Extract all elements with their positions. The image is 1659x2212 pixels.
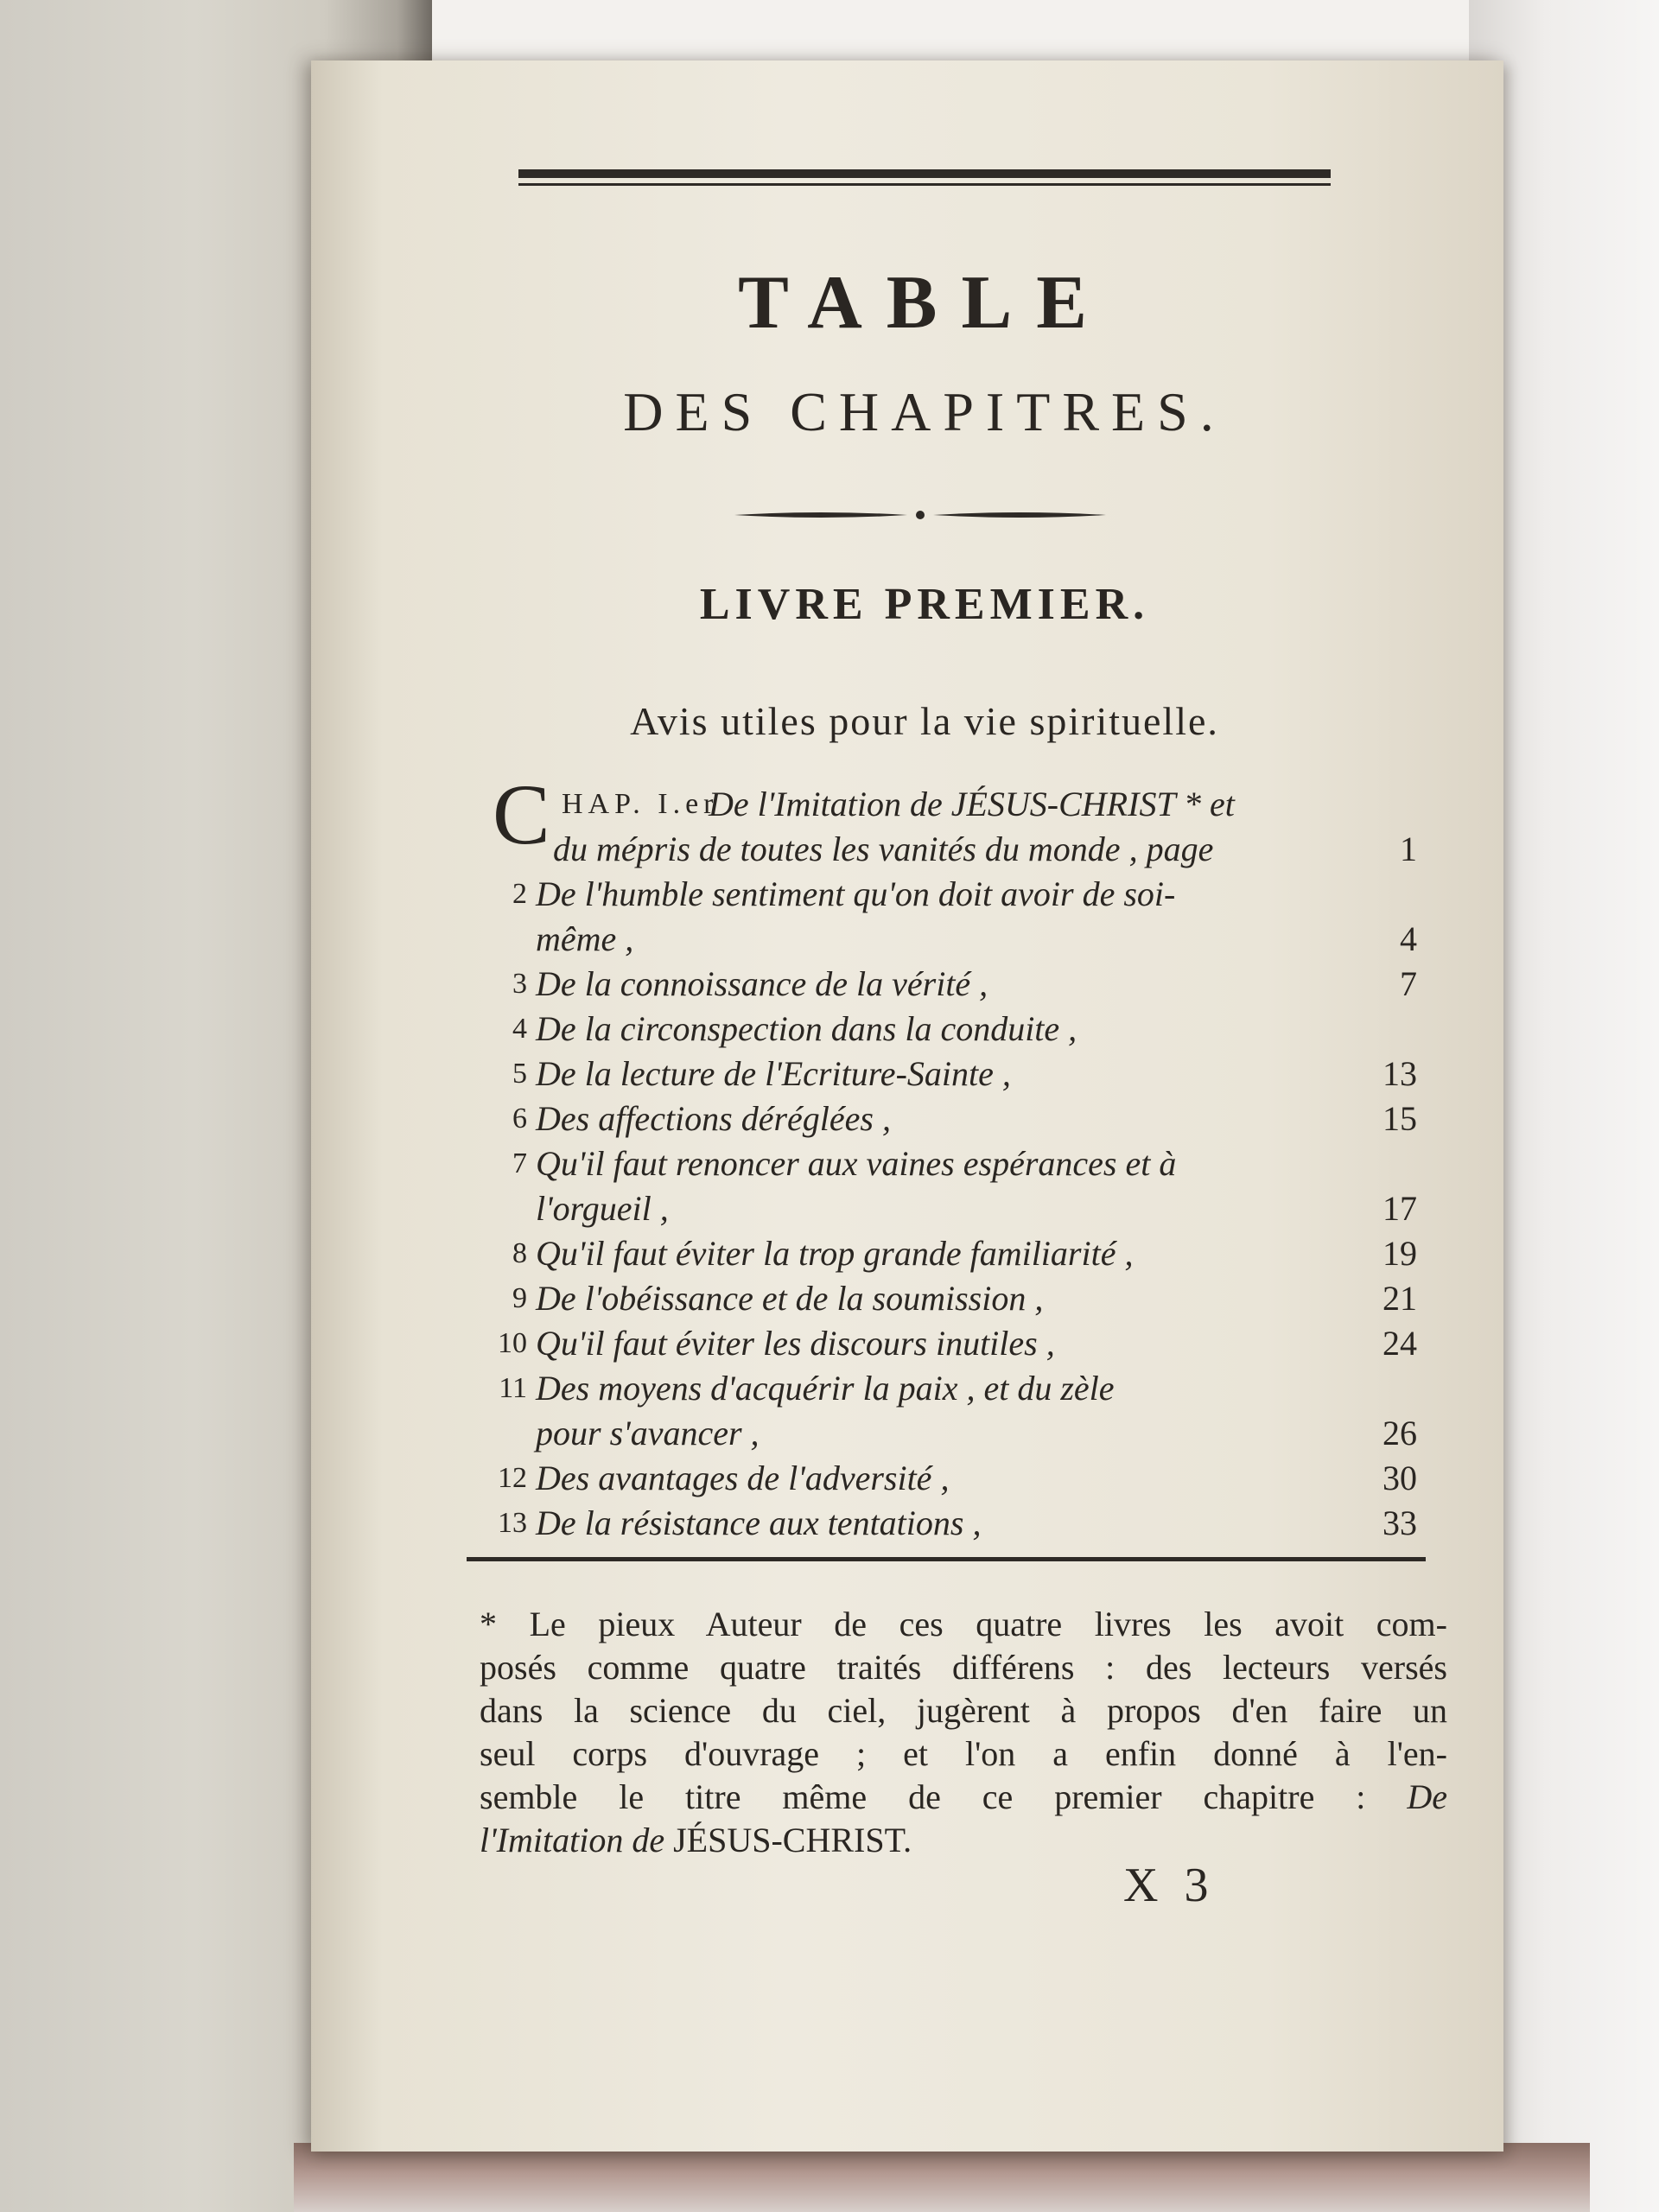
toc-number: 8 xyxy=(512,1237,527,1269)
toc-page: 21 xyxy=(1382,1279,1417,1318)
toc-title: De la circonspection dans la conduite , xyxy=(536,1009,1077,1048)
footnote-line-6 xyxy=(480,1819,1447,1862)
toc-number: 9 xyxy=(512,1282,527,1314)
top-thick-rule xyxy=(518,169,1331,178)
toc-title: l'orgueil , xyxy=(536,1189,669,1228)
chapter-head: HAP. I.er xyxy=(562,788,719,820)
footnote-line-5 xyxy=(480,1776,1447,1819)
footnote-line: * Le pieux Auteur de ces quatre livres les avoit com- xyxy=(480,1605,1447,1643)
toc-title: Qu'il faut éviter les discours inutiles , xyxy=(536,1324,1055,1363)
toc-page: 4 xyxy=(1400,919,1417,958)
toc-title: du mépris de toutes les vanités du monde , page xyxy=(553,830,1214,868)
toc-title: même , xyxy=(536,919,634,958)
toc-entry-1-cont xyxy=(449,827,1434,872)
ornament-divider xyxy=(734,508,1106,522)
top-thin-rule xyxy=(518,183,1331,186)
toc-entry xyxy=(449,1366,1434,1411)
toc-number: 5 xyxy=(512,1058,527,1090)
footnote-line: seul corps d'ouvrage ; et l'on a enfin donné à l'en- xyxy=(480,1734,1447,1773)
toc-title: Des avantages de l'adversité , xyxy=(536,1459,950,1497)
toc-page: 24 xyxy=(1382,1324,1417,1363)
toc-entry xyxy=(449,1186,1434,1231)
toc-entry xyxy=(449,962,1434,1007)
footnote xyxy=(480,1603,1447,1862)
book-heading: LIVRE PREMIER. xyxy=(699,580,1150,629)
toc-entry xyxy=(449,1141,1434,1186)
toc-page: 15 xyxy=(1382,1099,1417,1138)
toc-page: 19 xyxy=(1382,1234,1417,1273)
toc-title: De l'obéissance et de la soumission , xyxy=(536,1279,1044,1318)
page-subtitle: DES CHAPITRES. xyxy=(623,381,1226,442)
toc-page: 7 xyxy=(1400,964,1417,1003)
footnote-name: JÉSUS-CHRIST. xyxy=(673,1821,912,1859)
footnote-text: semble le titre même de ce premier chapitre : xyxy=(480,1777,1366,1816)
toc-entry xyxy=(449,1007,1434,1052)
toc-number: 13 xyxy=(498,1507,527,1539)
page-title: TABLE xyxy=(738,261,1111,345)
drop-cap: C xyxy=(493,766,550,862)
toc-entry xyxy=(449,1096,1434,1141)
toc-entry xyxy=(449,1321,1434,1366)
toc-number: 6 xyxy=(512,1103,527,1135)
table-of-contents xyxy=(449,766,1434,1546)
toc-number: 10 xyxy=(498,1327,527,1359)
toc-title: pour s'avancer , xyxy=(536,1414,760,1452)
toc-entry xyxy=(449,1276,1434,1321)
toc-entry xyxy=(449,1052,1434,1096)
bleed-through-text xyxy=(130,171,318,1385)
toc-title: Des affections déréglées , xyxy=(536,1099,891,1138)
toc-title: De la résistance aux tentations , xyxy=(536,1503,982,1542)
page-edge xyxy=(294,2143,1590,2212)
toc-number: 3 xyxy=(512,968,527,1000)
toc-title: Qu'il faut renoncer aux vaines espérances et à xyxy=(536,1144,1177,1183)
toc-entry xyxy=(449,1411,1434,1456)
toc-title: Qu'il faut éviter la trop grande familiarité , xyxy=(536,1234,1134,1273)
footnote-line: dans la science du ciel, jugèrent à propos d'en faire un xyxy=(480,1691,1447,1730)
toc-title: De la connoissance de la vérité , xyxy=(536,964,988,1003)
footnote-italic: De xyxy=(1407,1777,1448,1816)
book-subheading: Avis utiles pour la vie spirituelle. xyxy=(630,699,1219,743)
toc-number: 12 xyxy=(498,1462,527,1494)
toc-entry xyxy=(449,917,1434,962)
footnote-italic: l'Imitation de xyxy=(480,1821,665,1859)
toc-page: 13 xyxy=(1382,1054,1417,1093)
footnote-line: posés comme quatre traités différens : des lecteurs versés xyxy=(480,1648,1447,1687)
toc-page: 1 xyxy=(1400,830,1417,868)
toc-page: 26 xyxy=(1382,1414,1417,1452)
toc-entry xyxy=(449,872,1434,917)
toc-number: 2 xyxy=(512,878,527,910)
toc-title: Des moyens d'acquérir la paix , et du zèle xyxy=(536,1369,1115,1408)
toc-page: 33 xyxy=(1382,1503,1417,1542)
toc-number: 7 xyxy=(512,1147,527,1179)
toc-page: 30 xyxy=(1382,1459,1417,1497)
toc-entry xyxy=(449,1456,1434,1501)
toc-title: De l'humble sentiment qu'on doit avoir de soi- xyxy=(536,874,1176,913)
toc-entry xyxy=(449,1231,1434,1276)
toc-title: De la lecture de l'Ecriture-Sainte , xyxy=(536,1054,1011,1093)
signature-mark: X 3 xyxy=(1123,1859,1216,1912)
toc-number: 4 xyxy=(512,1013,527,1045)
footnote-rule xyxy=(467,1557,1426,1561)
toc-page: 17 xyxy=(1382,1189,1417,1228)
toc-entry xyxy=(449,1501,1434,1546)
toc-title: De l'Imitation de JÉSUS-CHRIST * et xyxy=(709,785,1235,823)
toc-number: 11 xyxy=(499,1372,527,1404)
